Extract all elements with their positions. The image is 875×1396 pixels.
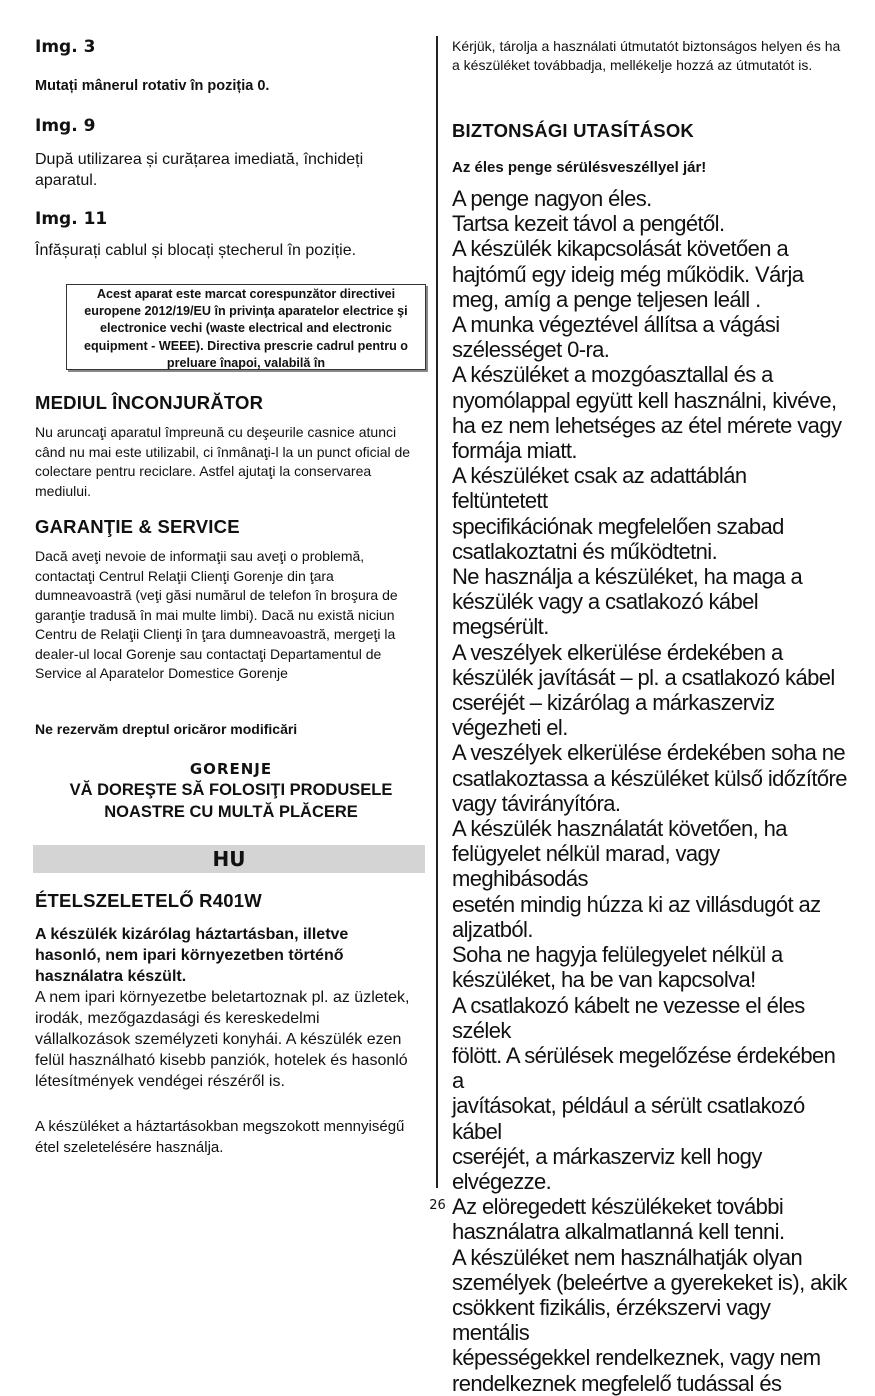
- safety-line: A munka végeztével állítsa a vágási: [452, 312, 780, 338]
- safety-line: A csatlakozó kábelt ne vezesse el éles szélek: [452, 992, 805, 1043]
- safety-line: aljzatból.: [452, 916, 533, 942]
- safety-line: A készülék kikapcsolását követően a: [452, 236, 789, 262]
- safety-instructions: [452, 186, 847, 1396]
- safety-line: végezheti el.: [452, 715, 568, 741]
- safety-line: felügyelet nélkül marad, vagy meghibásodás: [452, 841, 720, 892]
- safety-line: fölött. A sérülések megelőzése érdekében a: [452, 1042, 836, 1094]
- environment-heading: MEDIUL ÎNCONJURĂTOR: [35, 392, 264, 413]
- safety-line: specifikációnak megfelelően szabad: [452, 513, 784, 539]
- safety-line: szélességet 0-ra.: [452, 337, 610, 363]
- environment-text: Nu aruncaţi aparatul împreună cu deşeurile casnice atunci când nu mai este utilizabil, ci înmânaţi-l la un punct oficial de colectare pentru reciclare. Astfel ajutaţi la conservarea mediului.: [35, 424, 411, 499]
- safety-line: személyek (beleértve a gyerekeket is), akik: [452, 1269, 847, 1295]
- safety-line: képességekkel rendelkeznek, vagy nem: [452, 1345, 821, 1371]
- manual-storage-intro: Kérjük, tárolja a használati útmutatót biztonságos helyen és ha a készüléket továbbadja, mellékelje hozzá az útmutatót is.: [452, 38, 841, 73]
- img3-instruction: Mutați mânerul rotativ în poziția 0.: [35, 78, 270, 94]
- safety-heading: BIZTONSÁGI UTASÍTÁSOK: [452, 120, 694, 141]
- language-bar-hu: HU: [33, 845, 425, 873]
- household-use-text-2: A készüléket a háztartásokban megszokott mennyiségű étel szeletelésére használja.: [35, 1118, 405, 1156]
- column-divider: [436, 36, 438, 1188]
- safety-line: csatlakoztassa a készüléket külső időzítőre: [452, 765, 847, 791]
- safety-line: A veszélyek elkerülése érdekében soha ne: [452, 740, 846, 766]
- safety-line: használatra alkalmatlanná kell tenni.: [452, 1219, 785, 1245]
- img9-heading: Img. 9: [35, 116, 96, 136]
- safety-line: nyomólappal együtt kell használni, kivéve,: [452, 387, 837, 413]
- warranty-heading: GARANŢIE & SERVICE: [35, 516, 240, 537]
- img3-heading: Img. 3: [35, 37, 96, 57]
- safety-line: hajtómű egy ideig még működik. Várja: [452, 261, 804, 287]
- safety-line: Tartsa kezeit távol a pengétől.: [452, 211, 725, 237]
- blade-warning: Az éles penge sérülésveszéllyel jár!: [452, 159, 707, 176]
- safety-line: csökkent fizikális, érzékszervi vagy mentális: [452, 1294, 771, 1346]
- safety-line: Az elöregedett készülékeket további: [452, 1194, 784, 1220]
- safety-line: A készülék használatát követően, ha: [452, 816, 787, 842]
- safety-line: javításokat, például a sérült csatlakozó kábel: [452, 1093, 805, 1144]
- household-use-text: A nem ipari környezetbe beletartoznak pl. az üzletek, irodák, mezőgazdasági és kereskedelmi vállalkozások személyzeti konyhái. A készülék ezen felül használható kisebb panziók, hotelek és hasonló létesítmények vendégei részéről is.: [35, 989, 410, 1090]
- img11-instruction: Înfășurați cablul și blocați ștecherul în poziție.: [35, 242, 357, 259]
- safety-line: esetén mindig húzza ki az villásdugót az: [452, 891, 821, 917]
- safety-line: A veszélyek elkerülése érdekében a: [452, 639, 783, 665]
- product-title: ÉTELSZELETELŐ R401W: [35, 890, 262, 911]
- rights-reserved: Ne rezervăm dreptul oricăror modificări: [35, 721, 298, 737]
- safety-line: cseréjét, a márkaszerviz kell hogy elvégezze.: [452, 1143, 762, 1194]
- safety-line: A készüléket nem használhatják olyan: [452, 1244, 803, 1270]
- safety-line: vagy távirányítóra.: [452, 790, 621, 816]
- safety-line: cseréjét – kizárólag a márkaszerviz: [452, 690, 775, 716]
- safety-line: ha ez nem lehetséges az étel mérete vagy: [452, 412, 842, 438]
- warranty-text: Dacă aveţi nevoie de informaţii sau aveţi o problemă, contactaţi Centrul Relaţii Clienţi Gorenje din ţara dumneavoastră (veţi găsi numărul de telefon în broşura de garanţie tradusă în mai multe limbi). Dacă nu există niciun Centru de Relaţii Clienţi în ţara dumneavoastră, mergeţi la dealer-ul local Gorenje sau contactaţi Departamentul de Service al Aparatelor Domestice Gorenje: [35, 548, 398, 681]
- weee-notice-box: Acest aparat este marcat corespunzător directivei europene 2012/19/EU în privinţa aparatelor electrice şi electronice vechi (waste electrical and electronic equipment - WEEE). Directiva prescrie cadrul pentru o preluare înapoi, valabilă în: [66, 284, 426, 370]
- safety-line: készülék vagy a csatlakozó kábel megsérült.: [452, 589, 759, 640]
- brand-wish-line-1: VĂ DOREŞTE SĂ FOLOSIŢI PRODUSELE: [69, 781, 393, 799]
- safety-line: A készüléket csak az adattáblán feltüntetett: [452, 463, 747, 514]
- safety-line: formája miatt.: [452, 438, 577, 464]
- safety-line: csatlakoztatni és működtetni.: [452, 538, 718, 564]
- safety-line: A készüléket a mozgóasztallal és a: [452, 362, 773, 388]
- safety-line: készülék javítását – pl. a csatlakozó kábel: [452, 664, 835, 690]
- img11-heading: Img. 11: [35, 209, 108, 229]
- brand-wish-line-2: NOASTRE CU MULTĂ PLĂCERE: [104, 803, 358, 821]
- safety-line: Ne használja a készüléket, ha maga a: [452, 564, 803, 590]
- brand-name: GORENJE: [189, 760, 273, 778]
- safety-line: Soha ne hagyja felülegyelet nélkül a: [452, 942, 783, 968]
- img9-instruction: După utilizarea și curățarea imediată, închideți aparatul.: [35, 151, 364, 189]
- safety-line: készüléket, ha be van kapcsolva!: [452, 967, 756, 993]
- safety-line: meg, amíg a penge teljesen leáll .: [452, 286, 761, 312]
- safety-line: rendelkeznek megfelelő tudással és: [452, 1370, 782, 1396]
- household-use-bold: A készülék kizárólag háztartásban, illetve hasonló, nem ipari környezetben történő használatra készült.: [35, 926, 349, 985]
- safety-line: A penge nagyon éles.: [452, 186, 652, 211]
- page-number: 26: [429, 1198, 446, 1213]
